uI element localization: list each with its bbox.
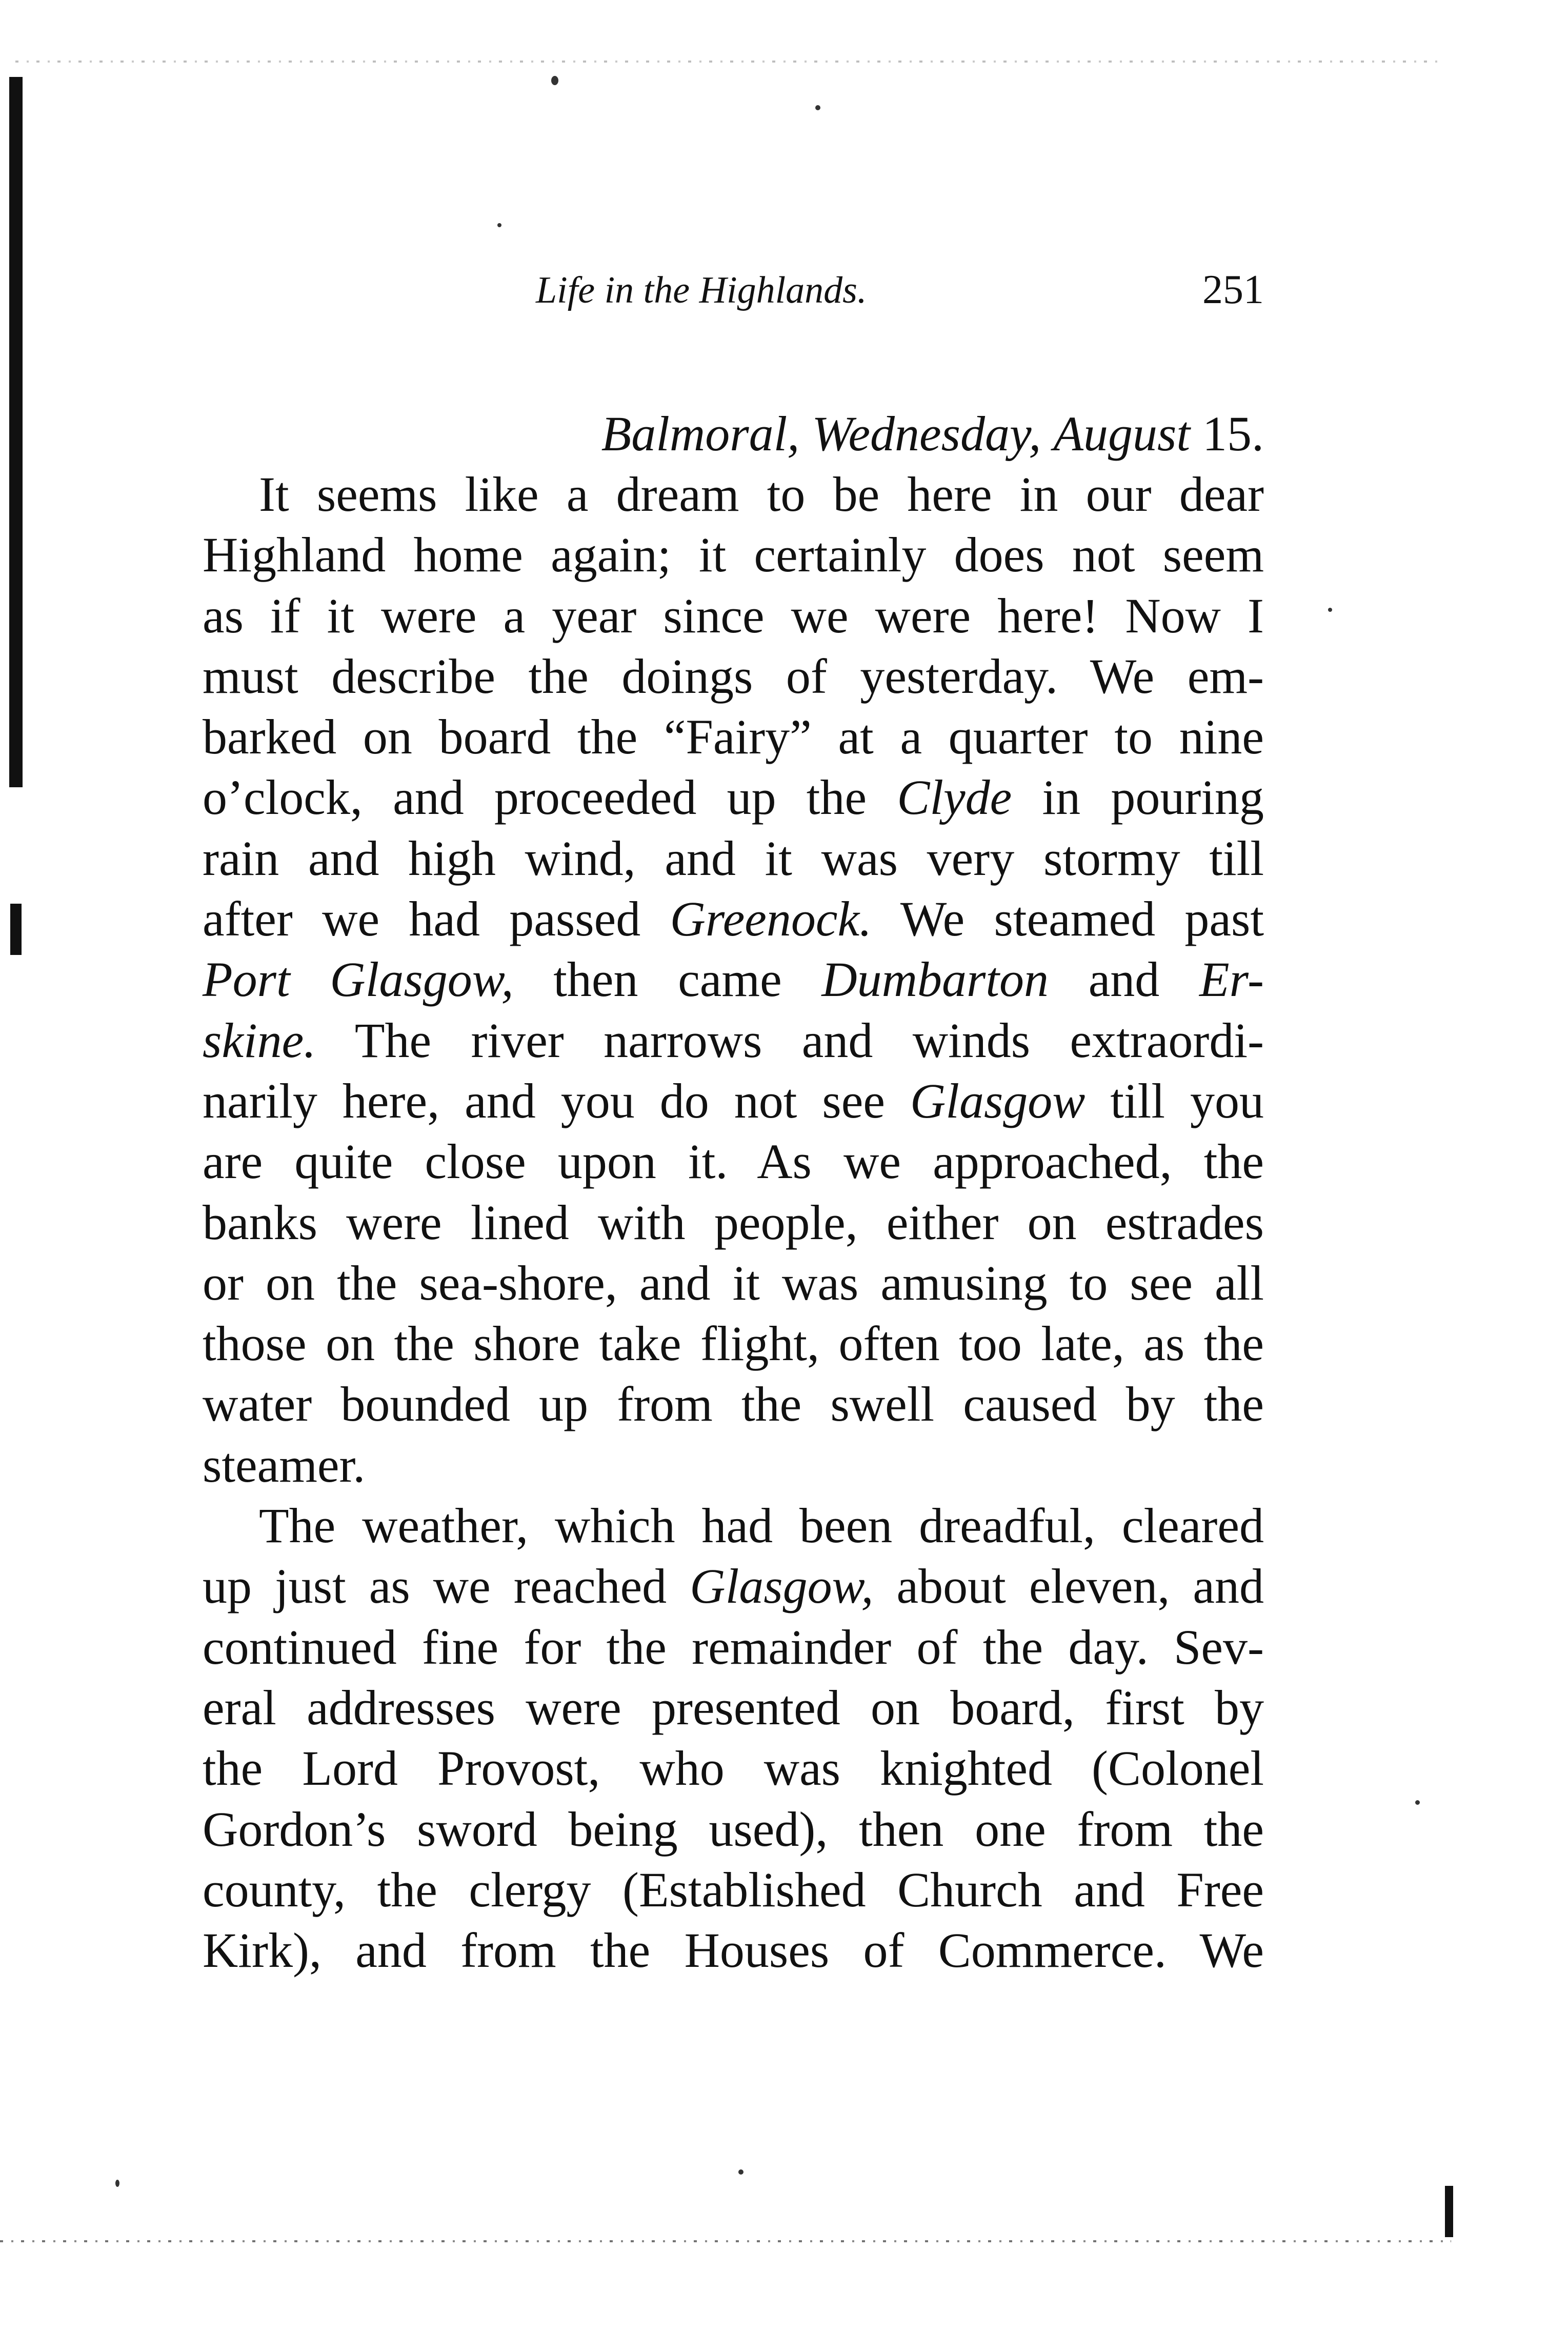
running-head	[203, 262, 1264, 318]
text-segment: We steamed past	[900, 891, 1264, 947]
text-line: county, the clergy (Established Church and Free	[203, 1862, 1264, 1917]
scan-speck	[551, 76, 558, 85]
text-line: or on the sea-shore, and it was amusing to see all	[203, 1255, 1264, 1310]
text-segment: after we had passed	[203, 891, 641, 947]
text-line: The weather, which had been dreadful, cleared	[259, 1498, 1264, 1553]
text-line: banks were lined with people, either on estrades	[203, 1194, 1264, 1250]
text-line: the Lord Provost, who was knighted (Colonel	[203, 1741, 1264, 1796]
scan-bottom-edge-dust	[0, 2240, 1451, 2242]
scan-speck	[497, 223, 501, 227]
place-name: Er-	[1199, 952, 1264, 1007]
text-line: are quite close upon it. As we approached, the	[203, 1134, 1264, 1189]
dateline-weekday: Wednesday,	[812, 406, 1041, 461]
scan-speck	[1328, 608, 1332, 612]
dateline-place: Balmoral,	[601, 406, 800, 461]
text-segment: about eleven, and	[896, 1559, 1264, 1614]
place-name: Clyde	[897, 770, 1012, 825]
dateline-month: August	[1053, 406, 1190, 461]
text-line: It seems like a dream to be here in our dear	[259, 467, 1264, 522]
text-line: those on the shore take flight, often too late, as the	[203, 1316, 1264, 1371]
scan-speck	[815, 105, 820, 110]
place-name: skine.	[203, 1012, 316, 1068]
text-line: continued fine for the remainder of the day. Sev-	[203, 1619, 1264, 1675]
text-line: barked on board the “Fairy” at a quarter to nine	[203, 709, 1264, 765]
scan-speck	[738, 2169, 743, 2175]
scan-corner-mark	[1445, 2186, 1453, 2237]
text-segment: o’clock, and proceeded up the	[203, 770, 867, 825]
dateline-day: 15.	[1202, 406, 1264, 461]
text-line: eral addresses were presented on board, first by	[203, 1680, 1264, 1735]
text-line: Gordon’s sword being used), then one from the	[203, 1801, 1264, 1857]
place-name: Glasgow	[910, 1073, 1085, 1128]
scan-speck	[1415, 1800, 1420, 1805]
text-line: Kirk), and from the Houses of Commerce. We	[203, 1923, 1264, 1978]
text-line: rain and high wind, and it was very stormy till	[203, 830, 1264, 886]
text-segment: up just as we reached	[203, 1559, 667, 1614]
scan-speck	[115, 2180, 119, 2187]
text-line	[203, 1556, 1264, 1617]
text-segment: and	[1088, 952, 1160, 1007]
scan-top-edge-dust	[15, 61, 1441, 63]
text-segment: then came	[553, 952, 782, 1007]
running-title: Life in the Highlands.	[536, 269, 867, 311]
text-line	[203, 1010, 1264, 1071]
text-segment: The river narrows and winds extraordi-	[354, 1012, 1264, 1068]
text-line: as if it were a year since we were here! Now I	[203, 588, 1264, 643]
place-name: Dumbarton	[821, 952, 1049, 1007]
place-name: Glasgow,	[690, 1559, 874, 1614]
text-line: water bounded up from the swell caused by the	[203, 1377, 1264, 1432]
place-name: Port Glasgow,	[203, 952, 514, 1007]
text-segment: narily here, and you do not see	[203, 1073, 885, 1128]
text-line: steamer.	[203, 1437, 366, 1492]
text-line	[203, 767, 1264, 828]
text-line: Highland home again; it certainly does not seem	[203, 527, 1264, 583]
text-line	[203, 949, 1264, 1010]
text-line: must describe the doings of yesterday. We em-	[203, 648, 1264, 704]
dateline	[203, 405, 1264, 462]
text-line	[203, 1071, 1264, 1131]
place-name: Greenock.	[670, 891, 872, 947]
text-segment: in pouring	[1042, 770, 1264, 825]
scan-edge-mark	[10, 904, 22, 955]
text-line	[203, 889, 1264, 949]
page-number: 251	[1202, 267, 1264, 312]
scan-edge-bar	[9, 77, 23, 787]
body-text	[203, 464, 1264, 1981]
text-segment: till you	[1110, 1073, 1264, 1128]
